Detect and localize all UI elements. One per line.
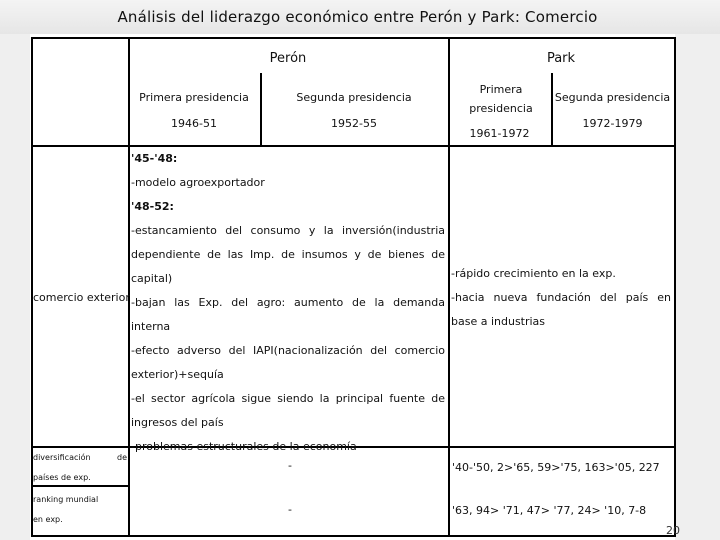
table-border-right [674, 37, 676, 537]
row-label-comercio-exterior: comercio exterior [33, 291, 130, 304]
peron-period-divider [260, 73, 262, 145]
row-label-en-exp: en exp. [33, 515, 63, 524]
park-comercio-cell [451, 262, 671, 334]
peron-point-exportaciones: -bajan las Exp. del agro: aumento de la demanda interna [131, 296, 445, 333]
park-period-2-label: Segunda presidencia [554, 91, 671, 104]
park-period-1-label: Primera presidencia [469, 83, 533, 115]
park-point-fundacion: -hacia nueva fundación del país en base a industrias [451, 291, 671, 328]
header-peron: Perón [269, 51, 307, 66]
left-margin-strip [0, 34, 30, 540]
header-park: Park [546, 51, 576, 66]
peron-period-1-label: Primera presidencia [139, 91, 249, 104]
peron-point-iapi: -efecto adverso del IAPI(nacionalización del comercio exterior)+sequía [131, 344, 445, 381]
park-period-2-years: 1972-1979 [582, 117, 643, 130]
park-point-crecimiento: -rápido crecimiento en la exp. [451, 267, 616, 280]
slide-title: Análisis del liderazgo económico entre Perón y Park: Comercio [117, 8, 598, 26]
peron-point-sector-agricola: -el sector agrícola sigue siendo la principal fuente de ingresos del país [131, 392, 445, 429]
diversificacion-row-bottom-line [31, 485, 128, 487]
park-diversificacion-value: '40-'50, 2>'65, 59>'75, 163>'05, 227 [452, 461, 660, 474]
peron-point-modelo: -modelo agroexportador [131, 176, 265, 189]
row-label-diversificacion-de: de [117, 453, 127, 462]
peron-period-2-years: 1952-55 [331, 117, 377, 130]
row-label-paises-exp: países de exp. [33, 473, 91, 482]
right-margin-strip [675, 34, 720, 540]
row-label-diversificacion: diversificación [33, 453, 91, 462]
period-heading-45-48: '45-'48: [131, 152, 178, 165]
comparison-table [31, 37, 676, 537]
peron-park-divider [448, 37, 450, 537]
peron-diversificacion-value: - [288, 459, 292, 472]
peron-period-2-label: Segunda presidencia [296, 91, 412, 104]
park-period-divider [551, 73, 553, 145]
page-number: 20 [666, 524, 680, 537]
park-ranking-value: '63, 94> '71, 47> '77, 24> '10, 7-8 [452, 504, 647, 517]
peron-period-1-years: 1946-51 [171, 117, 217, 130]
row-label-ranking: ranking mundial [33, 495, 99, 504]
peron-point-estancamiento: -estancamiento del consumo y la inversión(industria dependiente de las Imp. de insumos y de bienes de capital) [131, 224, 445, 285]
period-heading-48-52: '48-52: [131, 200, 174, 213]
peron-ranking-value: - [288, 503, 292, 516]
label-column-line [128, 37, 130, 537]
peron-point-problemas: -problemas estructurales de la economía [131, 440, 357, 453]
park-period-1-years: 1961-1972 [469, 127, 530, 140]
peron-comercio-cell [131, 147, 445, 459]
